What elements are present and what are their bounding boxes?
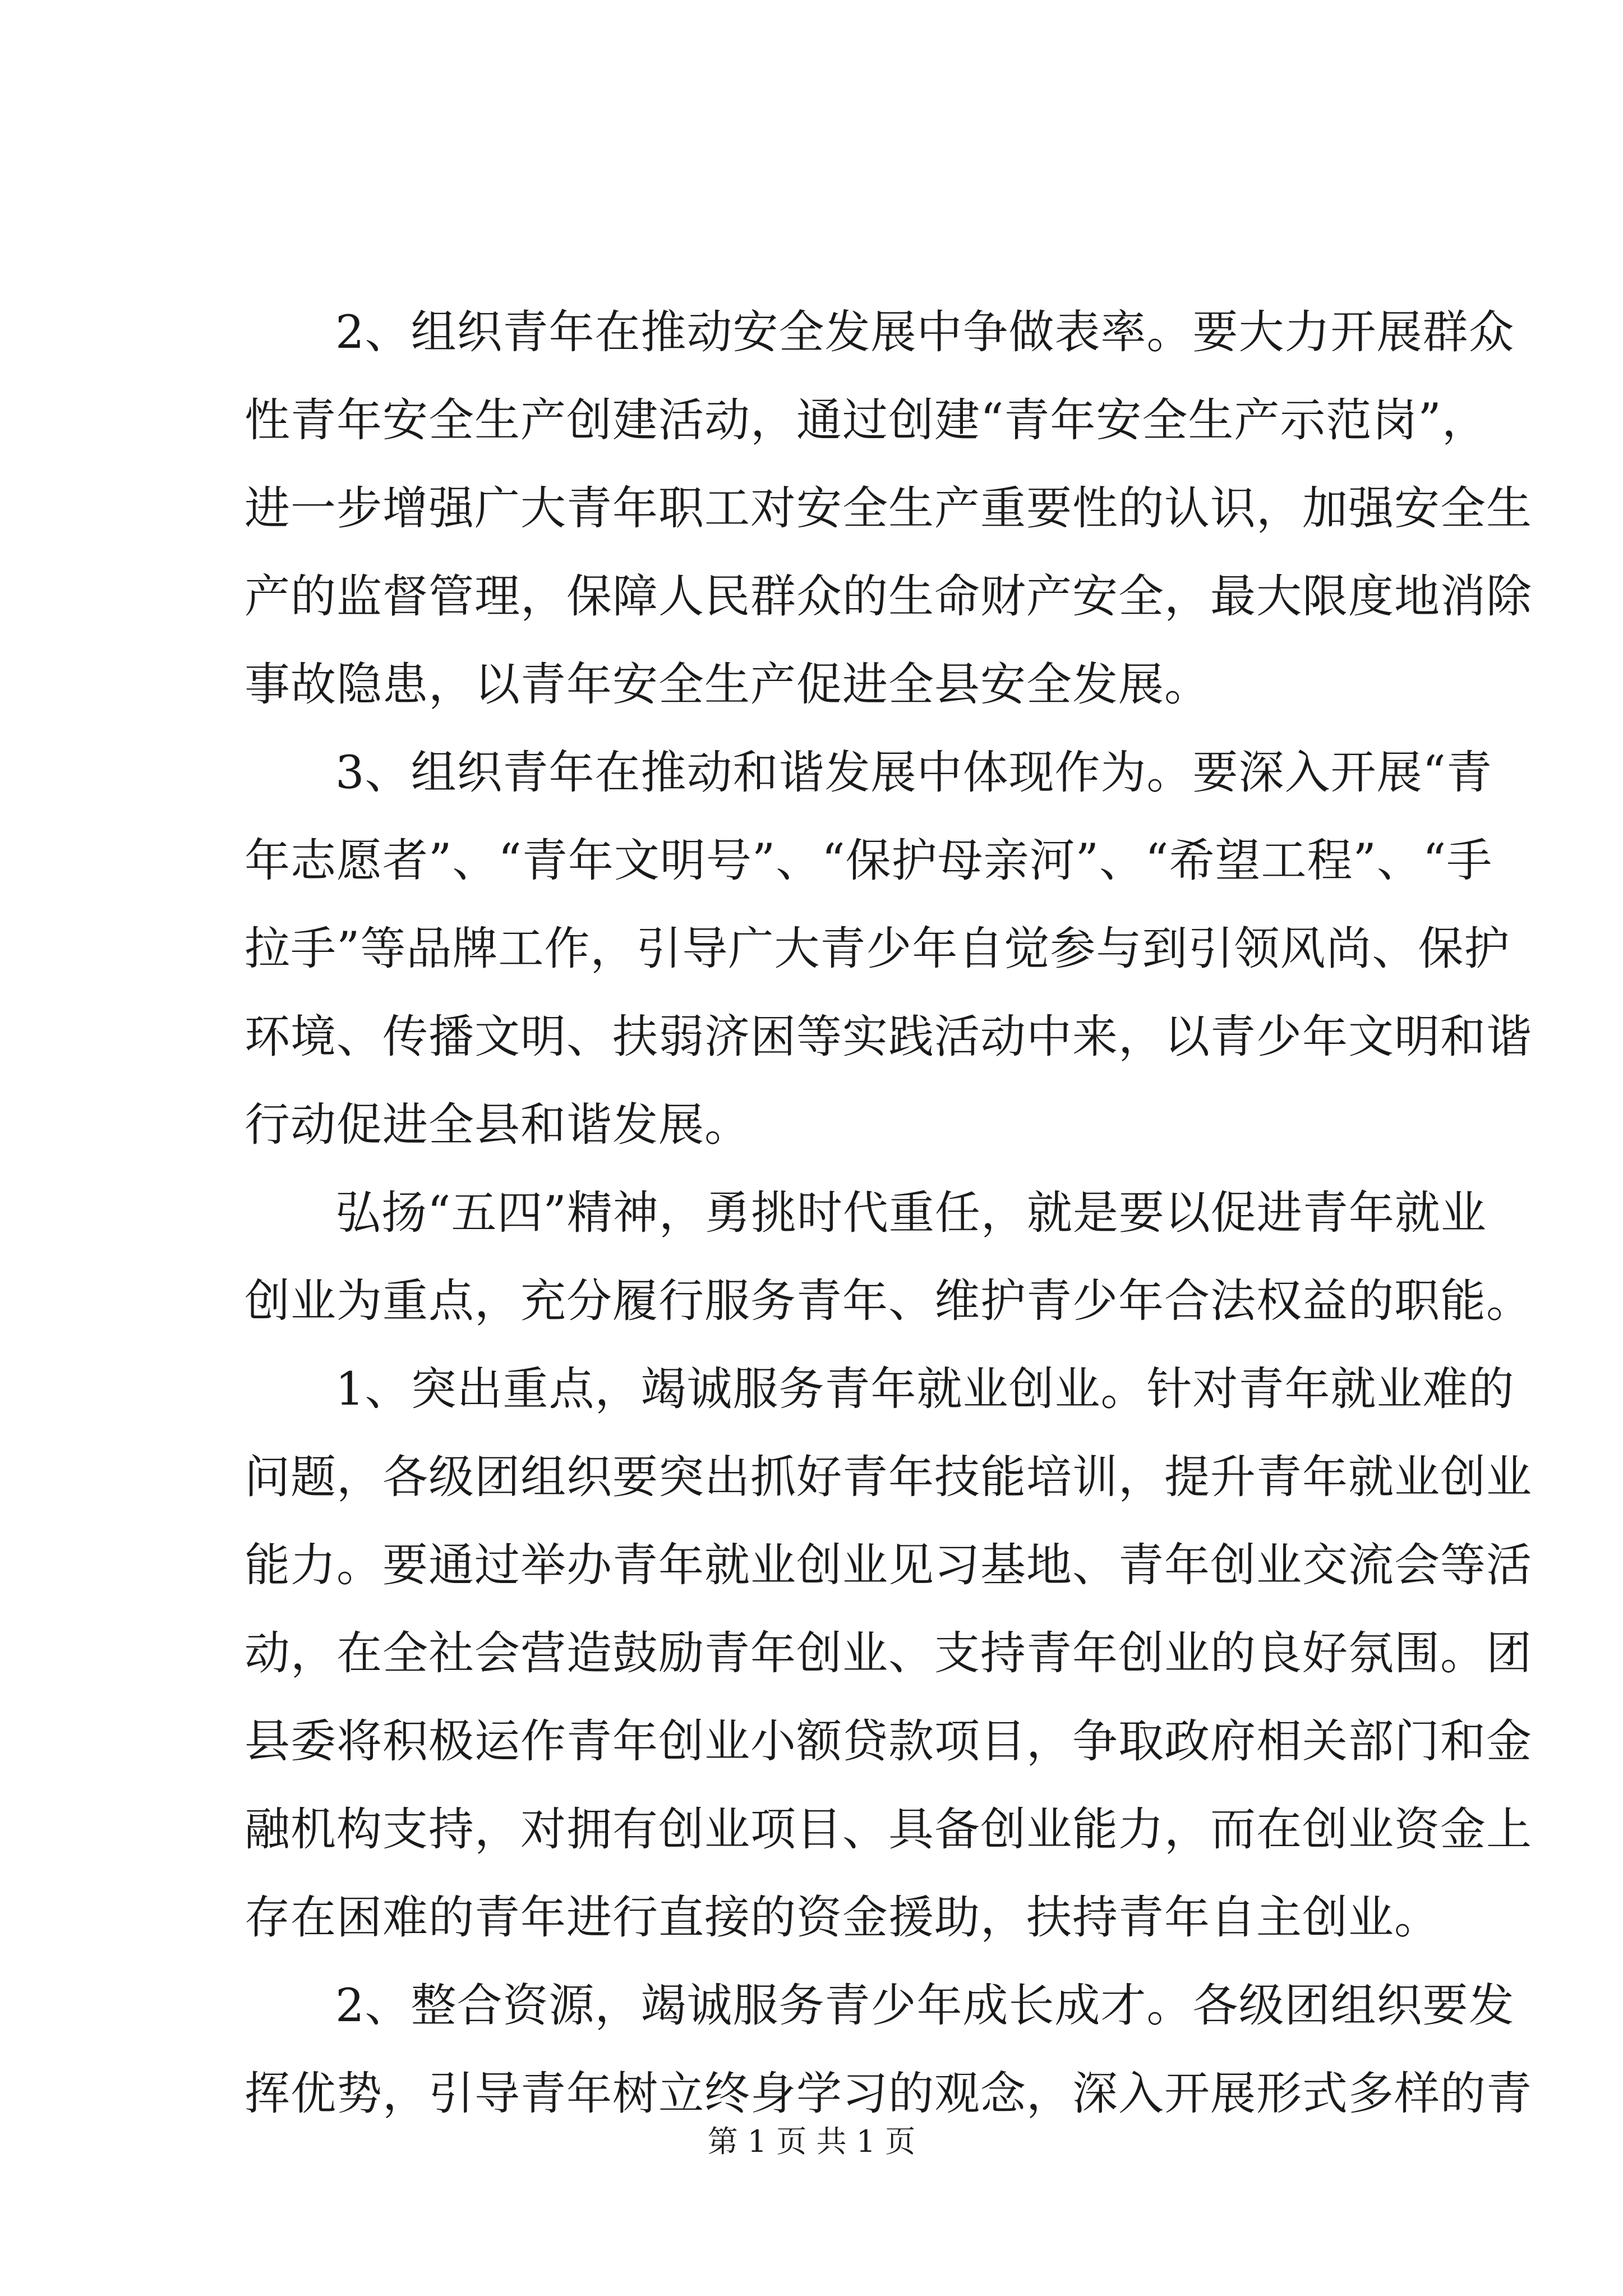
paragraph-2-line-1: 3、组织青年在推动和谐发展中体现作为。要深入开展“青	[335, 747, 1492, 799]
paragraph-4-line-4: 动，在全社会营造鼓励青年创业、支持青年创业的良好氛围。团	[245, 1627, 1533, 1680]
paragraph-5-line-1: 2、整合资源，竭诚服务青少年成长成才。各级团组织要发	[335, 1980, 1515, 2032]
paragraph-1-line-1: 2、组织青年在推动安全发展中争做表率。要大力开展群众	[335, 306, 1515, 359]
paragraph-4-line-2: 问题，各级团组织要突出抓好青年技能培训，提升青年就业创业	[245, 1451, 1533, 1504]
paragraph-4-line-7: 存在困难的青年进行直接的资金援助，扶持青年自主创业。	[245, 1892, 1441, 1944]
paragraph-2-line-4: 环境、传播文明、扶弱济困等实践活动中来，以青少年文明和谐	[245, 1011, 1533, 1064]
paragraph-5-line-2: 挥优势，引导青年树立终身学习的观念，深入开展形式多样的青	[245, 2068, 1533, 2120]
paragraph-2-line-2: 年志愿者”、“青年文明号”、“保护母亲河”、“希望工程”、“手	[245, 835, 1493, 887]
paragraph-4-line-3: 能力。要通过举办青年就业创业见习基地、青年创业交流会等活	[245, 1539, 1533, 1592]
paragraph-4-line-1: 1、突出重点，竭诚服务青年就业创业。针对青年就业难的	[335, 1363, 1515, 1416]
paragraph-1-line-4: 产的监督管理，保障人民群众的生命财产安全，最大限度地消除	[245, 570, 1533, 623]
paragraph-1-line-2: 性青年安全生产创建活动，通过创建“青年安全生产示范岗”，	[245, 394, 1488, 447]
paragraph-4-line-6: 融机构支持，对拥有创业项目、具备创业能力，而在创业资金上	[245, 1803, 1533, 1856]
paragraph-2-line-5: 行动促进全县和谐发展。	[245, 1099, 751, 1152]
paragraph-1-line-5: 事故隐患，以青年安全生产促进全县安全发展。	[245, 659, 1211, 711]
document-body	[245, 289, 1533, 2138]
paragraph-4-line-5: 县委将积极运作青年创业小额贷款项目，争取政府相关部门和金	[245, 1715, 1533, 1768]
paragraph-3-line-1: 弘扬“五四”精神，勇挑时代重任，就是要以促进青年就业	[335, 1187, 1487, 1240]
paragraph-3-line-2: 创业为重点，充分履行服务青年、维护青少年合法权益的职能。	[245, 1275, 1533, 1328]
paragraph-2-line-3: 拉手”等品牌工作，引导广大青少年自觉参与到引领风尚、保护	[245, 923, 1510, 976]
paragraph-1-line-3: 进一步增强广大青年职工对安全生产重要性的认识，加强安全生	[245, 482, 1533, 535]
page-footer: 第 1 页 共 1 页	[707, 2124, 916, 2159]
